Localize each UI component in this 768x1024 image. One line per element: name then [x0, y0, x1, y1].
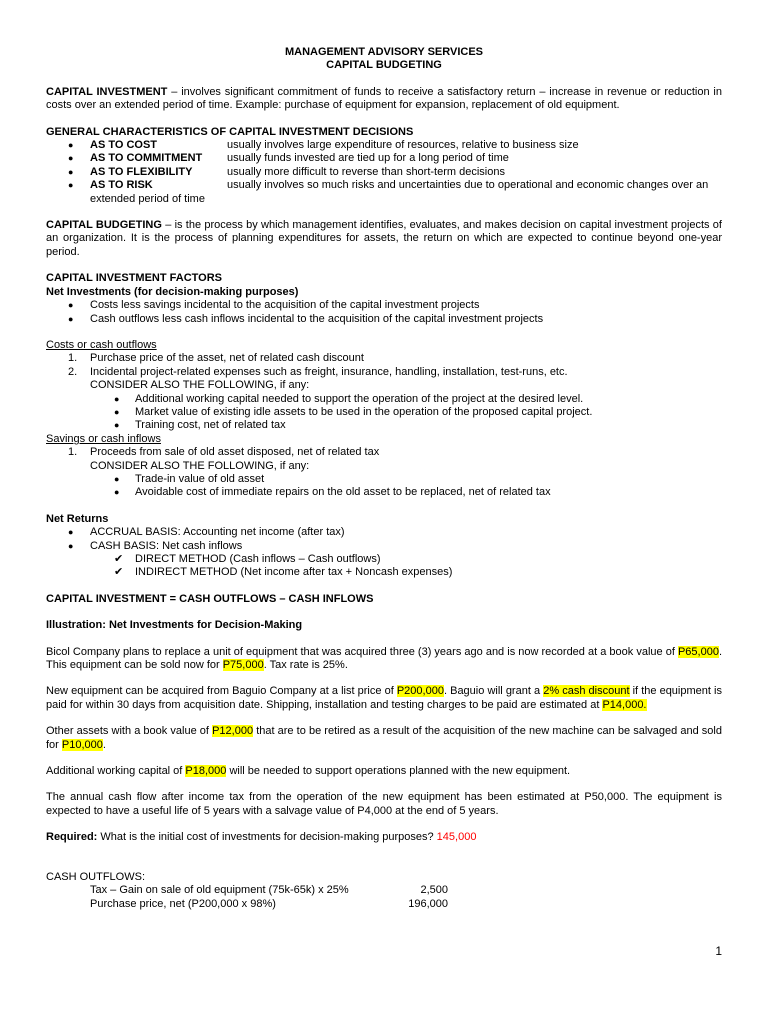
document-subtitle: CAPITAL BUDGETING — [326, 59, 442, 72]
risk-continuation: extended period of time — [90, 192, 205, 205]
list-item: 1. Purchase price of the asset, net of related cash discount — [68, 352, 364, 365]
list-item: ● Training cost, net of related tax — [114, 419, 286, 432]
bullet-icon: ● — [68, 300, 74, 311]
list-item: ● Trade-in value of old asset — [114, 472, 265, 485]
capital-investment-definition: CAPITAL INVESTMENT – involves significant commitment of funds to receive a satisfactory return – increase in revenue or reduction in costs over an extended period of time. Example: purchase of equipment for expansion, replacement of old equipment. — [46, 85, 722, 112]
net-investments-heading: Net Investments (for decision-making purposes) — [46, 285, 299, 298]
characteristic-item: ● AS TO RISK usually involves so much risks and uncertainties due to operational and economic changes over an — [68, 179, 709, 192]
bullet-icon: ● — [68, 313, 74, 324]
required-line: Required: What is the initial cost of investments for decision-making purposes? 145,000 — [46, 831, 477, 844]
characteristics-heading: GENERAL CHARACTERISTICS OF CAPITAL INVESTMENT DECISIONS — [46, 125, 414, 138]
cash-outflows-heading: CASH OUTFLOWS: — [46, 870, 146, 883]
highlighted-value: P75,000 — [222, 659, 264, 672]
highlighted-value: P18,000 — [185, 765, 227, 778]
list-item: 2. Incidental project-related expenses such as freight, insurance, handling, installation, test-runs, etc. — [68, 365, 568, 378]
net-returns-heading: Net Returns — [46, 512, 109, 525]
bullet-icon: ● — [68, 527, 74, 538]
highlighted-value: P12,000 — [212, 725, 254, 738]
bullet-icon: ● — [114, 406, 120, 417]
answer-value: 145,000 — [436, 831, 477, 844]
list-item: ✔ INDIRECT METHOD (Net income after tax + Noncash expenses) — [114, 566, 453, 579]
bullet-icon: ● — [68, 140, 74, 151]
factors-heading: CAPITAL INVESTMENT FACTORS — [46, 272, 223, 285]
bullet-icon: ● — [114, 473, 120, 484]
list-item: ● ACCRUAL BASIS: Accounting net income (after tax) — [68, 526, 345, 539]
bullet-icon: ● — [114, 393, 120, 404]
highlighted-value: P65,000 — [677, 645, 719, 658]
list-item: 1. Proceeds from sale of old asset disposed, net of related tax — [68, 446, 380, 459]
highlighted-value: P200,000 — [396, 685, 444, 698]
list-item: ● Avoidable cost of immediate repairs on the old asset to be replaced, net of related tax — [114, 486, 551, 499]
illustration-paragraph: New equipment can be acquired from Baguio Company at a list price of P200,000. Baguio will grant a 2% cash discount if the equipment is paid for within 30 days from acquisition date. Shipping, installation and testing charges to be paid are estimated at P14,000. — [46, 685, 722, 711]
highlighted-value: P14,000. — [602, 698, 647, 711]
list-item: ● Market value of existing idle assets to be used in the operation of the proposed capital project. — [114, 405, 593, 418]
characteristic-item: ● AS TO COST usually involves large expenditure of resources, relative to business size — [68, 139, 579, 152]
list-item: ● Additional working capital needed to support the operation of the project at the desired level. — [114, 392, 584, 405]
page-number: 1 — [715, 944, 722, 958]
characteristics-list — [46, 139, 722, 206]
characteristic-item: ● AS TO FLEXIBILITY usually more difficult to reverse than short-term decisions — [68, 165, 505, 178]
bullet-icon: ● — [68, 540, 74, 551]
illustration-paragraph: Bicol Company plans to replace a unit of equipment that was acquired three (3) years ago and is now recorded at a book value of P65,000. This equipment can be sold now for P75,000. Tax rate is 25%. — [46, 645, 722, 672]
calc-row: Purchase price, net (P200,000 x 98%) 196,000 — [90, 897, 448, 910]
checkmark-icon: ✔ — [114, 553, 124, 565]
list-item: ● CASH BASIS: Net cash inflows — [68, 539, 243, 552]
illustration-heading: Illustration: Net Investments for Decision-Making — [46, 619, 303, 632]
consider-label: CONSIDER ALSO THE FOLLOWING, if any: — [90, 379, 310, 392]
document-page — [46, 46, 722, 911]
illustration-paragraph: Other assets with a book value of P12,000 that are to be retired as a result of the acquisition of the new machine can be salvaged and sold for P10,000. — [46, 725, 722, 751]
capital-budgeting-definition: CAPITAL BUDGETING – is the process by which management identifies, evaluates, and makes decision on capital investment projects of an organization. It is the process of planning expenditures for assets, the return on which are expected to continue beyond one-year period. — [46, 219, 722, 258]
bullet-icon: ● — [114, 487, 120, 498]
checkmark-icon: ✔ — [114, 566, 124, 579]
consider-label: CONSIDER ALSO THE FOLLOWING, if any: — [90, 459, 310, 472]
characteristic-item: ● AS TO COMMITMENT usually funds invested are tied up for a long period of time — [68, 152, 509, 165]
list-item: ● Costs less savings incidental to the acquisition of the capital investment projects — [68, 299, 480, 312]
document-title: MANAGEMENT ADVISORY SERVICES — [284, 46, 484, 58]
highlighted-value: P10,000 — [61, 738, 103, 751]
capital-investment-term: CAPITAL INVESTMENT — [46, 85, 168, 98]
calc-row: Tax – Gain on sale of old equipment (75k-65k) x 25% 2,500 — [90, 884, 448, 897]
bullet-icon: ● — [68, 166, 74, 177]
highlighted-value: 2% cash discount — [543, 685, 630, 698]
bullet-icon: ● — [68, 153, 74, 164]
savings-heading: Savings or cash inflows — [46, 432, 161, 445]
capital-budgeting-term: CAPITAL BUDGETING — [46, 219, 162, 232]
illustration-paragraph: Additional working capital of P18,000 will be needed to support operations planned with the new equipment. — [46, 765, 571, 778]
capital-investment-formula: CAPITAL INVESTMENT = CASH OUTFLOWS – CASH INFLOWS — [46, 592, 374, 605]
costs-heading: Costs or cash outflows — [46, 338, 157, 351]
illustration-paragraph: The annual cash flow after income tax from the operation of the new equipment has been estimated at P50,000. The equipment is expected to have a useful life of 5 years with a salvage value of P4,000 at the end of 5 years. — [46, 791, 722, 817]
bullet-icon: ● — [68, 180, 74, 191]
list-item: ✔ DIRECT METHOD (Cash inflows – Cash outflows) — [114, 553, 381, 565]
bullet-icon: ● — [114, 420, 120, 431]
list-item: ● Cash outflows less cash inflows incidental to the acquisition of the capital investment projects — [68, 312, 544, 325]
